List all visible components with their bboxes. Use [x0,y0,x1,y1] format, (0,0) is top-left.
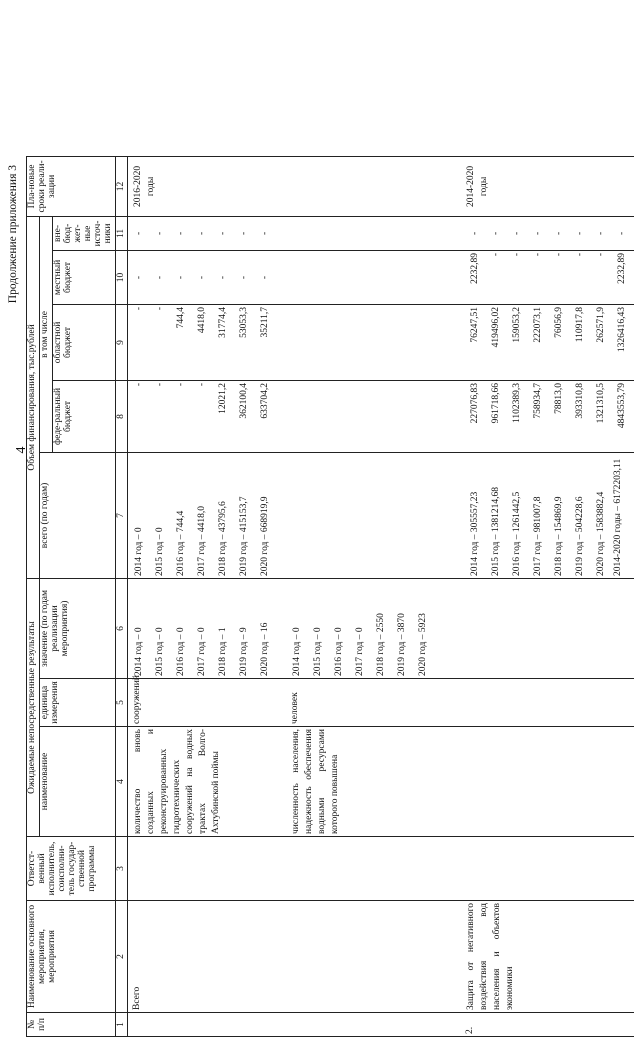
col-number: 6 [115,578,127,678]
federal-value: 4843553,79 [616,382,627,429]
header-ind-name: наименование [39,727,115,837]
header-terms: Пла-новые сроки реали-зации [27,156,116,216]
indicator-1-value: 2020 год – 16 [259,622,270,676]
local-value: - [259,275,270,280]
indicator-1-value: 2015 год – 0 [154,627,165,676]
regional-value: 4418,0 [196,306,207,334]
regional-value: 76247,51 [469,306,480,343]
col-number: 7 [115,452,127,578]
federal-value: 961718,66 [490,382,501,424]
total-by-year: 2020 год – 1583882,4 [595,491,606,576]
cell-no: 2. [435,1013,634,1037]
header-funding: Объем финансирования, тыс.рублей [27,216,40,578]
cell-executor [435,837,634,901]
header-no: № п/п [27,1013,116,1037]
indicator-2-name: численность населения, надежность обеспечения водными ресурсами которого повышена [290,729,340,834]
indicator-1-value: 2014 год – 0 [133,627,144,676]
federal-value: 633704,2 [259,382,270,419]
header-incl: в том числе [39,216,52,452]
federal-value: 227076,83 [469,382,480,424]
local-value: - [490,252,501,257]
regional-value: 76056,9 [553,306,564,338]
header-ind-value: значение (по годам реализации мероприятия) [39,578,115,678]
indicator-1-value: 2016 год – 0 [175,627,186,676]
local-value: - [133,275,144,280]
indicator-2-value: 2016 год – 0 [333,627,344,676]
local-value: - [196,275,207,280]
extra-value: - [133,231,144,236]
federal-value: 12021,2 [217,382,228,414]
header-extra: вне-бюд-жет-ные источ-ники [52,216,115,250]
regional-value: 222073,1 [532,306,543,343]
total-by-year: 2016 год – 744,4 [175,510,186,576]
local-value: - [238,275,249,280]
federal-value: - [133,382,144,387]
cell-extra [127,216,435,250]
regional-value: 31774,4 [217,306,228,338]
header-regional: областной бюджет [52,304,115,380]
col-number: 5 [115,679,127,727]
cell-executor [127,837,435,901]
total-by-year: 2017 год – 4418,0 [196,505,207,576]
total-by-year: 2015 год – 1381214,68 [490,486,501,576]
total-by-year: 2014 год – 0 [133,527,144,576]
indicator-2-value: 2018 год – 2550 [375,613,386,676]
regional-value: 744,4 [175,306,186,329]
regional-value: 35211,7 [259,306,270,338]
indicator-1-value: 2019 год – 9 [238,627,249,676]
local-value: - [154,275,165,280]
federal-value: - [196,382,207,387]
total-by-year: 2019 год – 415153,7 [238,496,249,576]
total-by-year: 2014-2020 годы – 6172203,11 [612,458,623,576]
federal-value: 362100,4 [238,382,249,419]
extra-value: - [574,231,585,236]
header-ind-unit: единица измерения [39,679,115,727]
cell-indicators [127,727,435,837]
cell-totals [127,452,435,578]
rotated-page [7,157,627,1037]
extra-value: - [553,231,564,236]
extra-value: - [469,231,480,236]
indicator-1-value: 2018 год – 1 [217,627,228,676]
extra-value: - [511,231,522,236]
col-number: 9 [115,304,127,380]
extra-value: - [196,231,207,236]
col-number: 2 [115,901,127,1013]
header-total: всего (по годам) [39,452,115,578]
header-name: Наименование основного мероприятия, мероприятия [27,901,116,1013]
col-number: 1 [115,1013,127,1037]
federal-value: 1102389,3 [511,382,522,423]
local-value: - [532,252,543,257]
cell-extra [435,216,634,250]
extra-value: - [154,231,165,236]
indicator-1-unit: сооружений [131,675,142,724]
cell-no [127,1013,435,1037]
local-value: - [217,275,228,280]
cell-indicator-values [435,578,634,678]
cell-totals [435,452,634,578]
indicator-1-value: 2017 год – 0 [196,627,207,676]
federal-value: - [154,382,165,387]
col-number: 4 [115,727,127,837]
local-value: 2232,89 [616,252,627,284]
local-value: - [595,252,606,257]
cell-units [435,679,634,727]
indicator-2-value: 2019 год – 3870 [396,613,407,676]
extra-value: - [259,231,270,236]
local-value: 2232,89 [469,252,480,284]
federal-value: 393310,8 [574,382,585,419]
total-by-year: 2019 год – 504228,6 [574,496,585,576]
extra-value: - [595,231,606,236]
cell-indicator-values [127,578,435,678]
cell-local [127,250,435,304]
local-value: - [511,252,522,257]
indicator-1-name: количество вновь созданных и реконструированных гидротехнических сооружений на водных трактах Волго-Ахтубинской поймы [132,729,221,834]
local-value: - [175,275,186,280]
cell-units [127,675,435,727]
cell-regional [127,304,435,380]
cell-name: Всего [127,901,435,1013]
cell-terms: 2014-2020 годы [435,156,634,216]
regional-value: 1326416,43 [616,306,627,353]
indicator-2-value: 2015 год – 0 [312,627,323,676]
federal-value: 78813,0 [553,382,564,414]
page-number: 4 [14,446,29,454]
extra-value: - [217,231,228,236]
extra-value: - [532,231,543,236]
continuation-caption: Продолжение приложения 3 [7,165,19,304]
indicator-2-value: 2020 год – 5923 [417,613,428,676]
header-executor: Ответст-венный исполнитель, соисполни-тель государ-ственной программы [27,837,116,901]
header-federal: феде-ральный бюджет [52,380,115,452]
header-local: местный бюджет [52,250,115,304]
federal-value: 758934,7 [532,382,543,419]
cell-regional [435,304,634,380]
indicator-2-value: 2014 год – 0 [291,627,302,676]
total-by-year: 2018 год – 154869,9 [553,496,564,576]
indicator-2-unit: человек [289,692,300,724]
regional-value: - [133,306,144,311]
cell-terms: 2016-2020 годы [127,156,435,216]
federal-value: 1321310,5 [595,382,606,424]
col-number: 3 [115,837,127,901]
regional-value: 419496,02 [490,306,501,348]
regional-value: 53053,3 [238,306,249,338]
table-row-2 [435,156,634,1036]
header-expected: Ожидаемые непосредственные результаты [27,578,40,836]
regional-value: - [154,306,165,311]
col-number: 8 [115,380,127,452]
col-number: 11 [115,216,127,250]
total-by-year: 2014 год – 305557,23 [469,491,480,576]
cell-indicators [435,727,634,837]
total-by-year: 2015 год – 0 [154,527,165,576]
cell-name: Защита от негативного воздействия вод населения и объектов экономики [435,901,634,1013]
col-number: 12 [115,156,127,216]
local-value: - [553,252,564,257]
total-by-year: 2017 год – 981007,8 [532,496,543,576]
col-number: 10 [115,250,127,304]
local-value: - [574,252,585,257]
regional-value: 262571,9 [595,306,606,343]
column-numbers-row [115,156,127,1036]
total-by-year: 2020 год – 668919,9 [259,496,270,576]
regional-value: 159053,2 [511,306,522,343]
total-by-year: 2018 год – 43795,6 [217,501,228,576]
table-row-total [127,156,435,1036]
cell-federal [435,380,634,452]
cell-federal [127,380,435,452]
total-by-year: 2016 год – 1261442,5 [511,491,522,576]
federal-value: - [175,382,186,387]
extra-value: - [238,231,249,236]
cell-local [435,250,634,304]
extra-value: - [490,231,501,236]
indicator-2-value: 2017 год – 0 [354,627,365,676]
extra-value: - [175,231,186,236]
regional-value: 110917,8 [574,306,585,343]
extra-value: - [616,231,627,236]
